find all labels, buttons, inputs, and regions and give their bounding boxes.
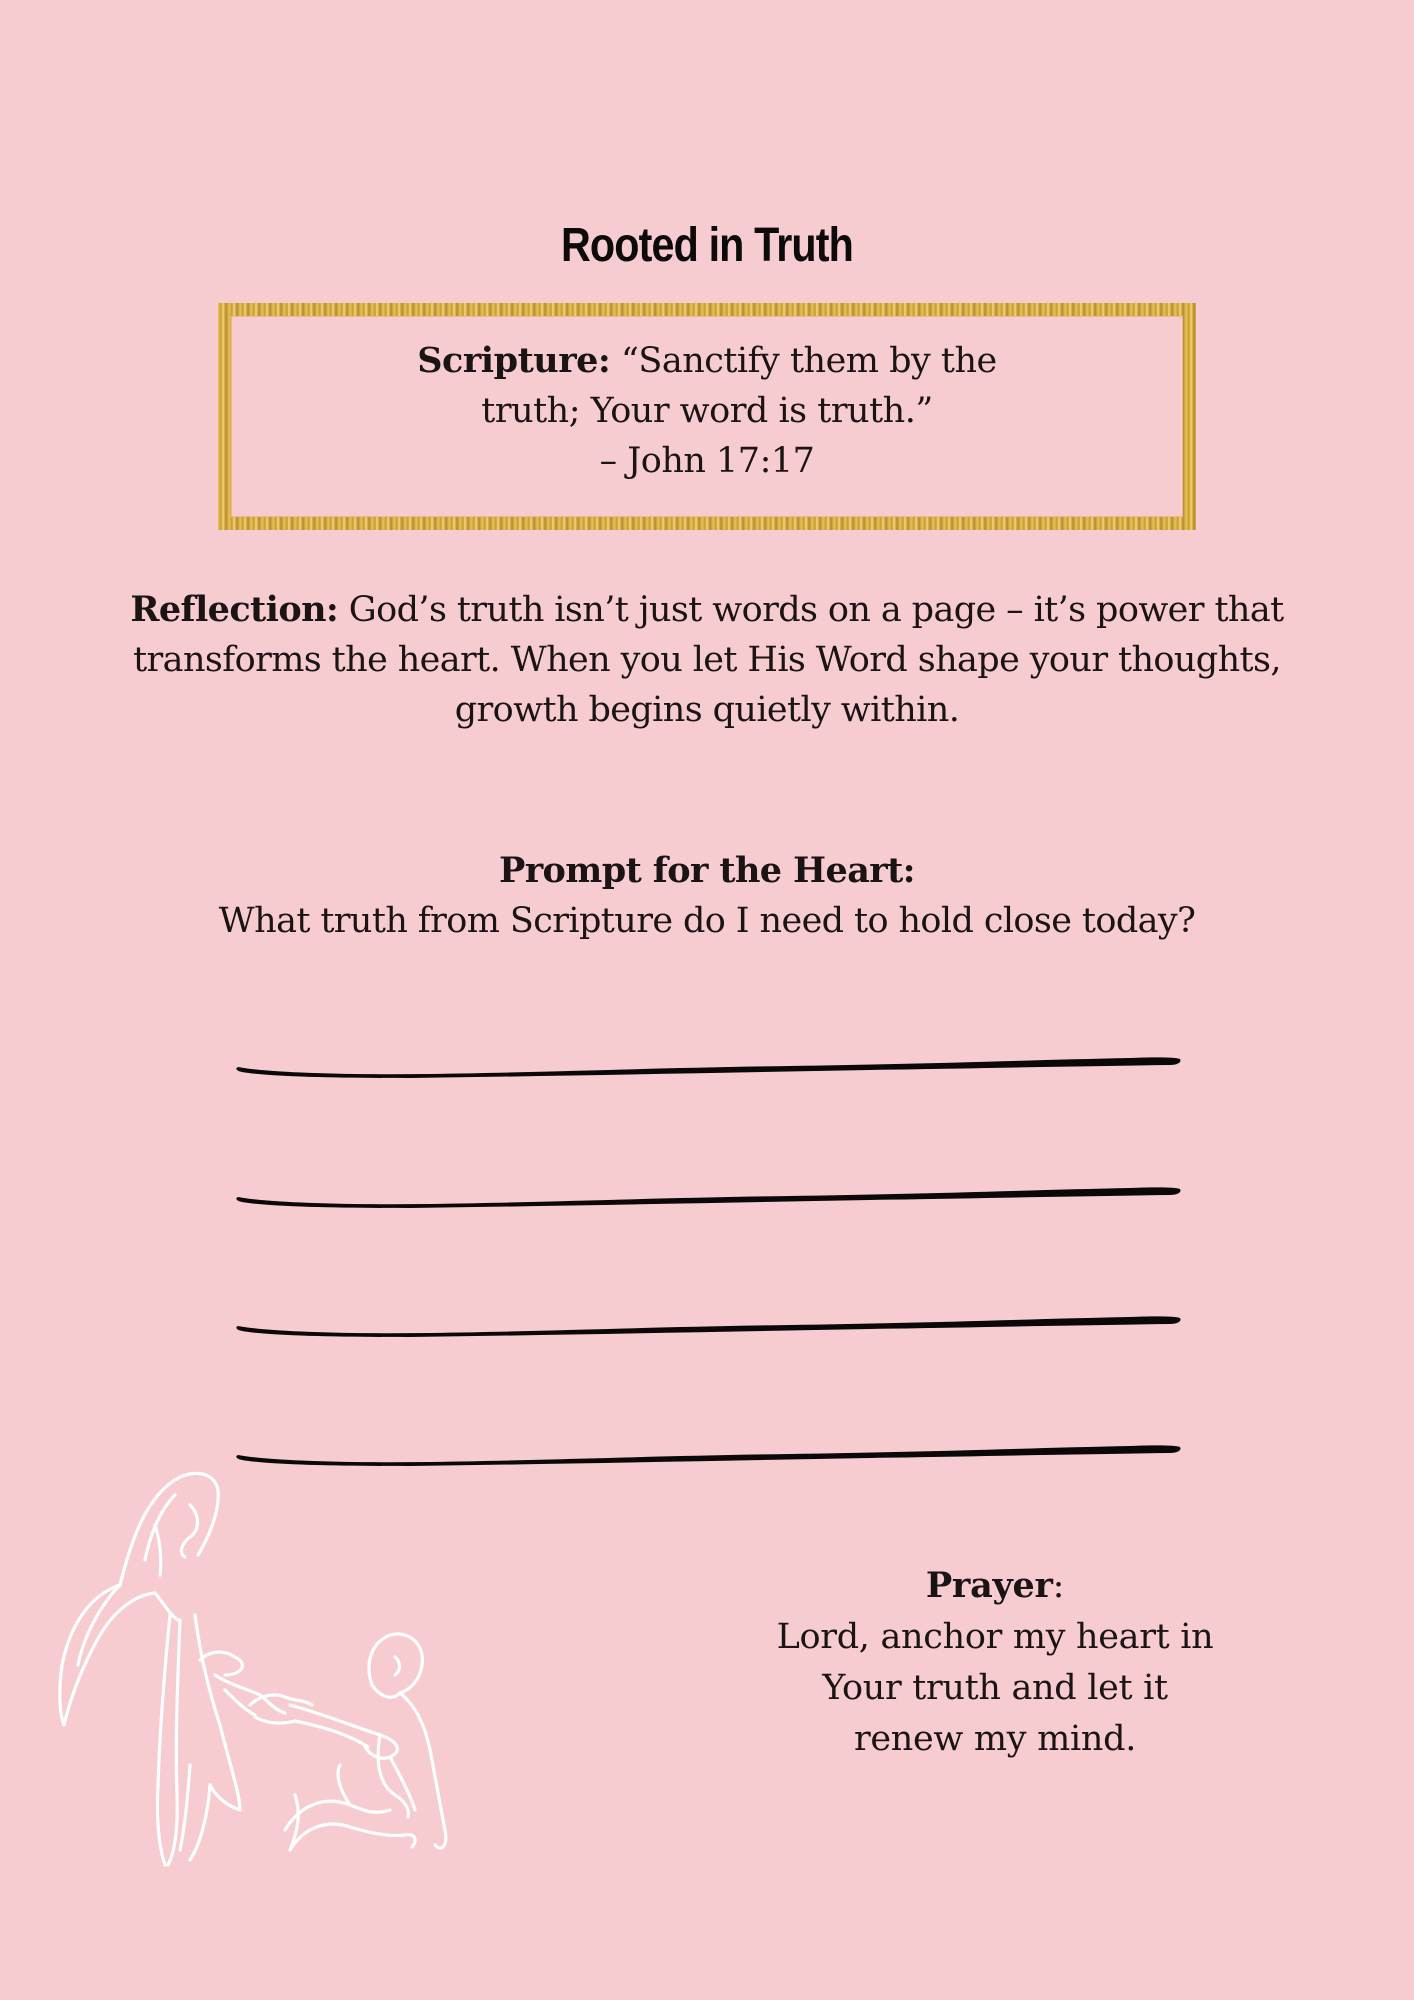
prompt-question: What truth from Scripture do I need to hold close today? — [218, 901, 1196, 941]
prayer-line-2: Your truth and let it — [822, 1668, 1168, 1708]
scripture-reference: – John 17:17 — [599, 441, 815, 481]
prayer-heading — [760, 1560, 1230, 1612]
reflection-label: Reflection: — [130, 589, 339, 630]
scripture-line-1 — [218, 336, 1196, 386]
prompt-block — [130, 846, 1284, 946]
prompt-label: Prompt for the Heart: — [499, 850, 915, 891]
line-art-figure-helping-kneeling-person-icon — [50, 1465, 500, 1875]
scripture-block — [218, 336, 1196, 486]
prayer-line-3: renew my mind. — [853, 1719, 1137, 1759]
writing-lines-graphic — [230, 1040, 1190, 1480]
prayer-block — [760, 1560, 1230, 1765]
writing-line-2[interactable] — [230, 1182, 1190, 1206]
scripture-line-2: truth; Your word is truth.” — [481, 391, 933, 431]
prayer-colon: : — [1052, 1566, 1065, 1606]
prayer-line-1: Lord, anchor my heart in — [776, 1617, 1214, 1657]
writing-line-1[interactable] — [230, 1052, 1190, 1076]
reflection-block — [130, 585, 1284, 735]
scripture-label: Scripture: — [417, 340, 611, 381]
reflection-line-3: growth begins quietly within. — [454, 690, 960, 730]
prayer-label: Prayer — [925, 1565, 1053, 1606]
reflection-line-1 — [130, 585, 1284, 635]
writing-line-3[interactable] — [230, 1311, 1190, 1335]
reflection-text-1: God’s truth isn’t just words on a page – it’s power that — [348, 590, 1284, 630]
reflection-line-2: transforms the heart. When you let His Word shape your thoughts, — [133, 640, 1281, 680]
scripture-text-1: “Sanctify them by the — [620, 341, 997, 381]
writing-line-4[interactable] — [230, 1440, 1190, 1464]
writing-lines-area — [230, 1040, 1190, 1480]
page-title: Rooted in Truth — [560, 219, 854, 272]
